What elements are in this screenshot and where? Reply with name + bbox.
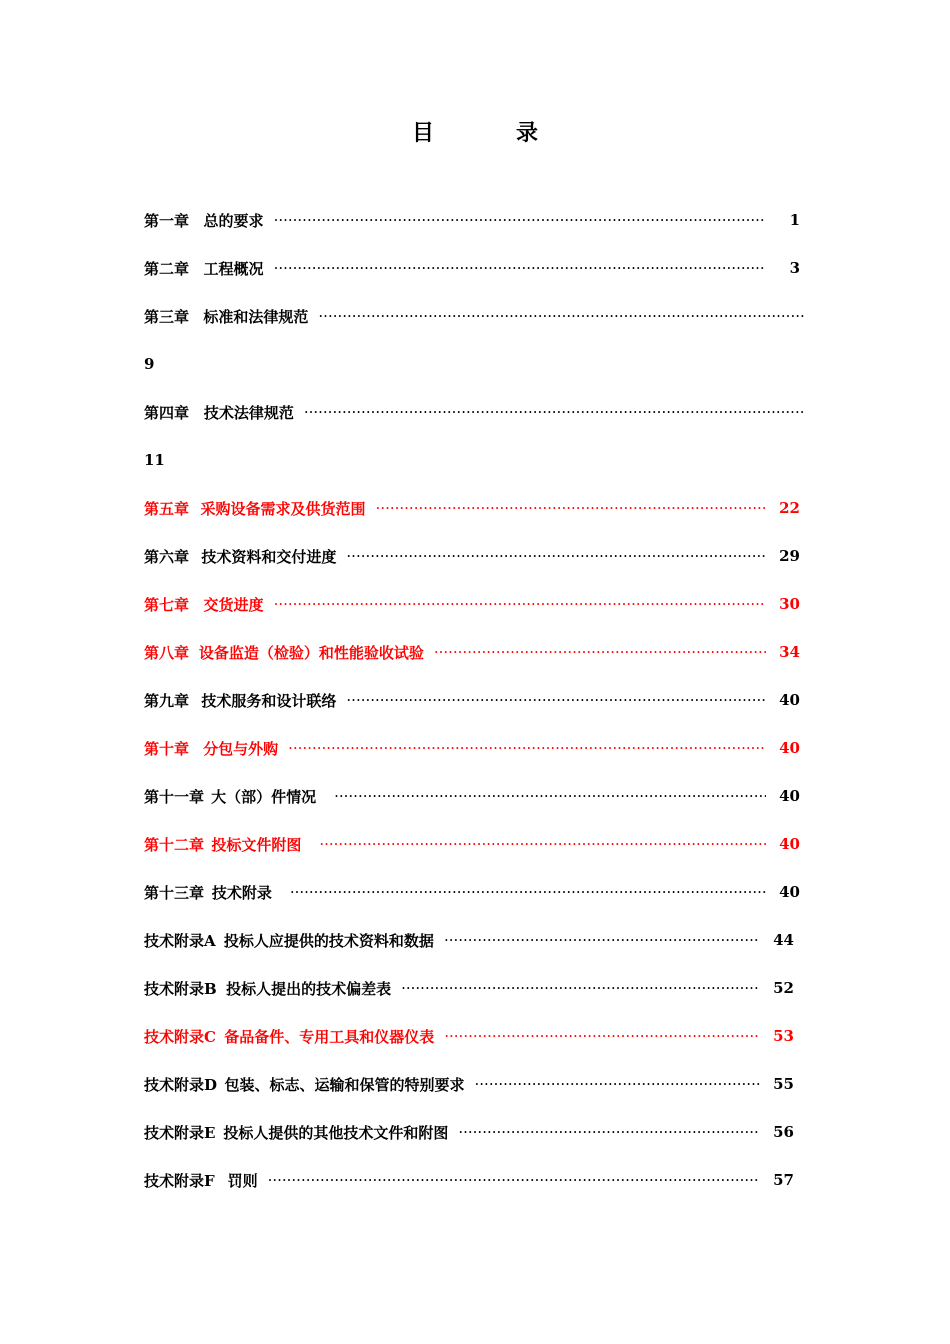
toc-entry-page: 3: [789, 259, 800, 277]
toc-entry-page: 1: [789, 211, 800, 229]
toc-entry-8[interactable]: [144, 628, 806, 676]
toc-entry-text: 大（部）件情况: [211, 787, 317, 806]
toc-leader-dots: [376, 499, 766, 517]
toc-entry-label: 第八章: [144, 643, 190, 662]
toc-leader-dots: [290, 883, 766, 901]
toc-entry-page: 40: [779, 835, 800, 853]
toc-entry-label: 第九章: [144, 691, 190, 710]
toc-entry-page: 22: [779, 499, 800, 517]
toc-entry-label: 技术附录A: [144, 931, 216, 950]
toc-entry-text: 投标人提出的技术偏差表: [226, 979, 392, 998]
toc-entry-text: 分包与外购: [203, 739, 279, 758]
toc-leader-dots: [319, 835, 766, 853]
toc-entry-text: 技术服务和设计联络: [201, 691, 337, 710]
toc-entry-label: 第六章: [144, 547, 190, 566]
toc-entry-appendix-d[interactable]: [144, 1060, 806, 1108]
toc-leader-dots: [274, 211, 766, 229]
toc-entry-label: 第三章: [144, 307, 190, 326]
toc-entry-page: 57: [773, 1171, 794, 1189]
toc-entry-page: 40: [779, 883, 800, 901]
toc-entry-text: 设备监造（检验）和性能验收试验: [198, 643, 424, 662]
toc-entry-page: 56: [773, 1123, 794, 1141]
toc-leader-dots: [475, 1075, 760, 1093]
toc-entry-3[interactable]: [144, 292, 806, 340]
toc-entry-label: 第一章: [144, 211, 190, 230]
toc-entry-text: 工程概况: [203, 259, 264, 278]
toc-entry-label: 第十一章: [144, 787, 205, 806]
toc-entry-text: 备品备件、专用工具和仪器仪表: [224, 1027, 435, 1046]
toc-leader-dots: [434, 643, 766, 661]
toc-leader-dots: [401, 979, 760, 997]
toc-entry-text: 投标文件附图: [211, 835, 302, 854]
toc-leader-dots: [444, 1027, 760, 1045]
toc-leader-dots: [334, 787, 766, 805]
toc-entry-text: 技术资料和交付进度: [201, 547, 337, 566]
toc-entry-page: 40: [779, 787, 800, 805]
toc-entry-label: 技术附录E: [144, 1123, 216, 1142]
toc-entry-page: 30: [779, 595, 800, 613]
toc-leader-dots: [274, 595, 766, 613]
toc-leader-dots: [268, 1171, 760, 1189]
toc-entry-13[interactable]: [144, 868, 806, 916]
toc-entry-label: 第十二章: [144, 835, 205, 854]
toc-entry-6[interactable]: [144, 532, 806, 580]
toc-entry-text: 标准和法律规范: [203, 307, 309, 326]
toc-entry-appendix-b[interactable]: [144, 964, 806, 1012]
toc-entry-label: 技术附录F: [144, 1171, 215, 1190]
toc-entry-text: 投标人应提供的技术资料和数据: [223, 931, 434, 950]
toc-entry-page: 52: [773, 979, 794, 997]
toc-entry-page: 34: [779, 643, 800, 661]
toc-entry-appendix-e[interactable]: [144, 1108, 806, 1156]
page-title: 目 录: [411, 120, 568, 146]
toc-entry-11[interactable]: [144, 772, 806, 820]
toc-entry-4-page-line: [144, 436, 806, 484]
toc-entry-label: 第二章: [144, 259, 190, 278]
toc-leader-dots: [444, 931, 760, 949]
toc-entry-text: 罚则: [227, 1171, 258, 1190]
toc-entry-label: 第十章: [144, 739, 190, 758]
toc-entry-text: 总的要求: [203, 211, 264, 230]
toc-leader-dots: [274, 259, 766, 277]
toc-entry-page: 40: [779, 691, 800, 709]
toc-entry-5[interactable]: [144, 484, 806, 532]
toc-entry-9[interactable]: [144, 676, 806, 724]
toc-leader-dots: [458, 1123, 760, 1141]
toc-entry-label: 第十三章: [144, 883, 205, 902]
toc-entry-label: 技术附录B: [144, 979, 217, 998]
toc-entry-page: 53: [773, 1027, 794, 1045]
toc-entry-text: 采购设备需求及供货范围: [200, 499, 366, 518]
toc-entry-2[interactable]: [144, 244, 806, 292]
toc-leader-dots: [318, 307, 806, 325]
toc-entry-appendix-a[interactable]: [144, 916, 806, 964]
toc-entry-page: 44: [773, 931, 794, 949]
toc-leader-dots: [346, 547, 766, 565]
toc-entry-1[interactable]: [144, 196, 806, 244]
toc-entry-text: 交货进度: [203, 595, 264, 614]
toc-leader-dots: [304, 403, 806, 421]
toc-entry-page: 55: [773, 1075, 794, 1093]
toc-entry-10[interactable]: [144, 724, 806, 772]
toc-entry-3-page-line: [144, 340, 806, 388]
toc-entry-7[interactable]: [144, 580, 806, 628]
toc-entry-label: 第七章: [144, 595, 190, 614]
toc-leader-dots: [288, 739, 766, 757]
toc-entry-text: 技术附录: [211, 883, 272, 902]
toc-entry-text: 包装、标志、运输和保管的特别要求: [224, 1075, 465, 1094]
toc-entry-12[interactable]: [144, 820, 806, 868]
toc-entry-label: 第五章: [144, 499, 190, 518]
toc-entry-text: 技术法律规范: [203, 403, 294, 422]
toc-entry-text: 投标人提供的其他技术文件和附图: [223, 1123, 449, 1142]
toc-entry-label: 技术附录C: [144, 1027, 216, 1046]
toc-entry-label: 技术附录D: [144, 1075, 218, 1094]
toc-entry-appendix-c[interactable]: [144, 1012, 806, 1060]
toc-entry-label: 第四章: [144, 403, 190, 422]
toc-entry-page: 40: [779, 739, 800, 757]
table-of-contents: [144, 196, 806, 1204]
toc-entry-page: 9: [144, 355, 155, 373]
toc-leader-dots: [346, 691, 766, 709]
toc-entry-page: 11: [144, 451, 165, 469]
toc-entry-page: 29: [779, 547, 800, 565]
toc-entry-appendix-f[interactable]: [144, 1156, 806, 1204]
toc-entry-4[interactable]: [144, 388, 806, 436]
